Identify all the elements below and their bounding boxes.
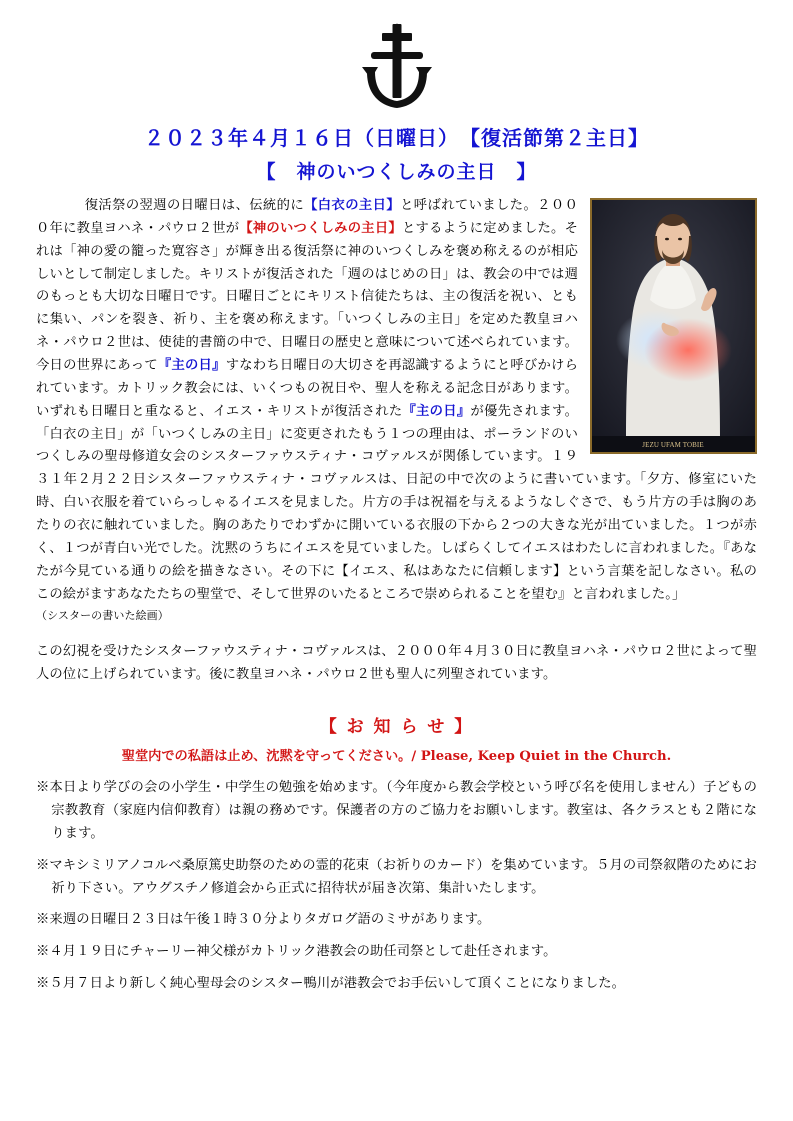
article-text-1b: と呼ばれていました。２０００年に教皇ヨハネ・パウロ２世が <box>36 197 578 235</box>
image-caption: （シスターの書いた絵画） <box>36 610 169 623</box>
article-text-1c: とするように定めました。それは「神の愛の籠った寛容さ」が輝き出る復活祭に神のいつくしみを褒め称えるのが相応しいとして制定しました。キリストが復活された「週のはじめの日」は、教会の中では週のもっとも大切な日曜日です。日曜日ごとにキリスト信徒たちは、主の復活を祝い、ともに集い、パンを裂き、祈り、主を褒め称えます。「いつくしみの主日」を定めた教皇ヨハネ・パウロ２世は、使徒的書簡の中で、日曜日の歴史と意味について述べられています。今日の世界にあって <box>36 219 579 373</box>
logo-container <box>36 20 757 116</box>
list-item: ※５月７日より新しく純心聖母会のシスター鴨川が港教会でお手伝いして頂くことになりました。 <box>36 975 626 991</box>
article-text-1d: すなわち日曜日の大切さを再認識するようにと呼びかけられています。カトリック教会には、いくつもの祝日や、聖人を称える記念日があります。いずれも日曜日と重なると、イエス・キリストが復活された <box>36 357 579 418</box>
list-item: ※来週の日曜日２３日は午後１時３０分よりタガログ語のミサがあります。 <box>36 911 491 927</box>
anchor-icon <box>358 20 436 121</box>
highlight-divine-mercy-sunday: 【神のいつくしみの主日】 <box>239 219 402 235</box>
divine-mercy-painting <box>590 198 757 454</box>
article-text-1a: 復活祭の翌週の日曜日は、伝統的に <box>57 197 305 212</box>
list-item: ※本日より学びの会の小学生・中学生の勉強を始めます。（今年度から教会学校という呼び名を使用しません）子どもの宗教教育（家庭内信仰教育）は親の務めです。保護者の方のご協力をお願いします。教室は、各クラスとも２階になります。 <box>36 779 757 840</box>
svg-text:JEZU UFAM TOBIE: JEZU UFAM TOBIE <box>642 441 704 449</box>
page-title-date: ２０２３年４月１６日（日曜日） 【復活節第２主日】 <box>144 128 649 150</box>
list-item: ※マキシミリアノコルベ桑原篤史助祭のための霊的花束（お祈りのカード）を集めています。５月の司祭叙階のためにお祈り下さい。アウグスチノ修道会から正式に招待状が届き次第、集計いたします。 <box>36 856 757 895</box>
notices-subheading: 聖堂内での私語は止め、沈黙を守ってください。/ Please, Keep Quiet in the Church. <box>121 749 672 765</box>
article-body <box>36 194 757 686</box>
divine-mercy-image-svg <box>592 200 755 452</box>
highlight-white-sunday: 【白衣の主日】 <box>304 197 401 212</box>
page-title-feast: 【 神のいつくしみの主日 】 <box>256 162 537 183</box>
article-paragraph-2: この幻視を受けたシスターファウスティナ・コヴァルスは、２０００年４月３０日に教皇ヨハネ・パウロ２世によって聖人の位に上げられています。後に教皇ヨハネ・パウロ２世も聖人に列聖されています。 <box>36 643 757 682</box>
article-text-quote: 『あなたが今見ている通りの絵を描きなさい。その下に【イエス、私はあなたに信頼します】という言葉を記しなさい。私のこの絵がますあなたたちの聖堂で、そして世界のいたるところで崇められることを望む』 <box>36 539 757 601</box>
article-text-1e: が優先されます。「白衣の主日」が「いつくしみの主日」に変更されたもう１つの理由は、ポーランドのいつくしみの聖母修道女会のシスターファウスティナ・コヴァルスが関係しています。１９３１年２月２２日シスターファウスティナ・コヴァルスは、日記の中で次のように書いています。「夕方、修室にいた時、白い衣服を着ていらっしゃるイエスを見ました。片方の手は祝福を与えるようなしぐさで、もう片方の手は胸のあたりの衣に触れていました。胸のあたりでわずかに開いている衣服の下から２つの大きな光が出ていました。１つが赤く、１つが青白い光でした。沈黙のうちにイエスを見ていました。しばらくしてイエスはわたしに言われました。 <box>36 402 757 555</box>
notices-heading: 【 お 知 ら せ 】 <box>319 717 474 738</box>
article-text-1f: と言われました。」 <box>571 585 686 601</box>
highlight-lords-day-2: 『主の日』 <box>402 402 471 418</box>
highlight-lords-day-1: 『主の日』 <box>157 357 226 373</box>
notices-list <box>36 776 757 995</box>
list-item: ※４月１９日にチャーリー神父様がカトリック港教会の助任司祭として赴任されます。 <box>36 943 557 959</box>
